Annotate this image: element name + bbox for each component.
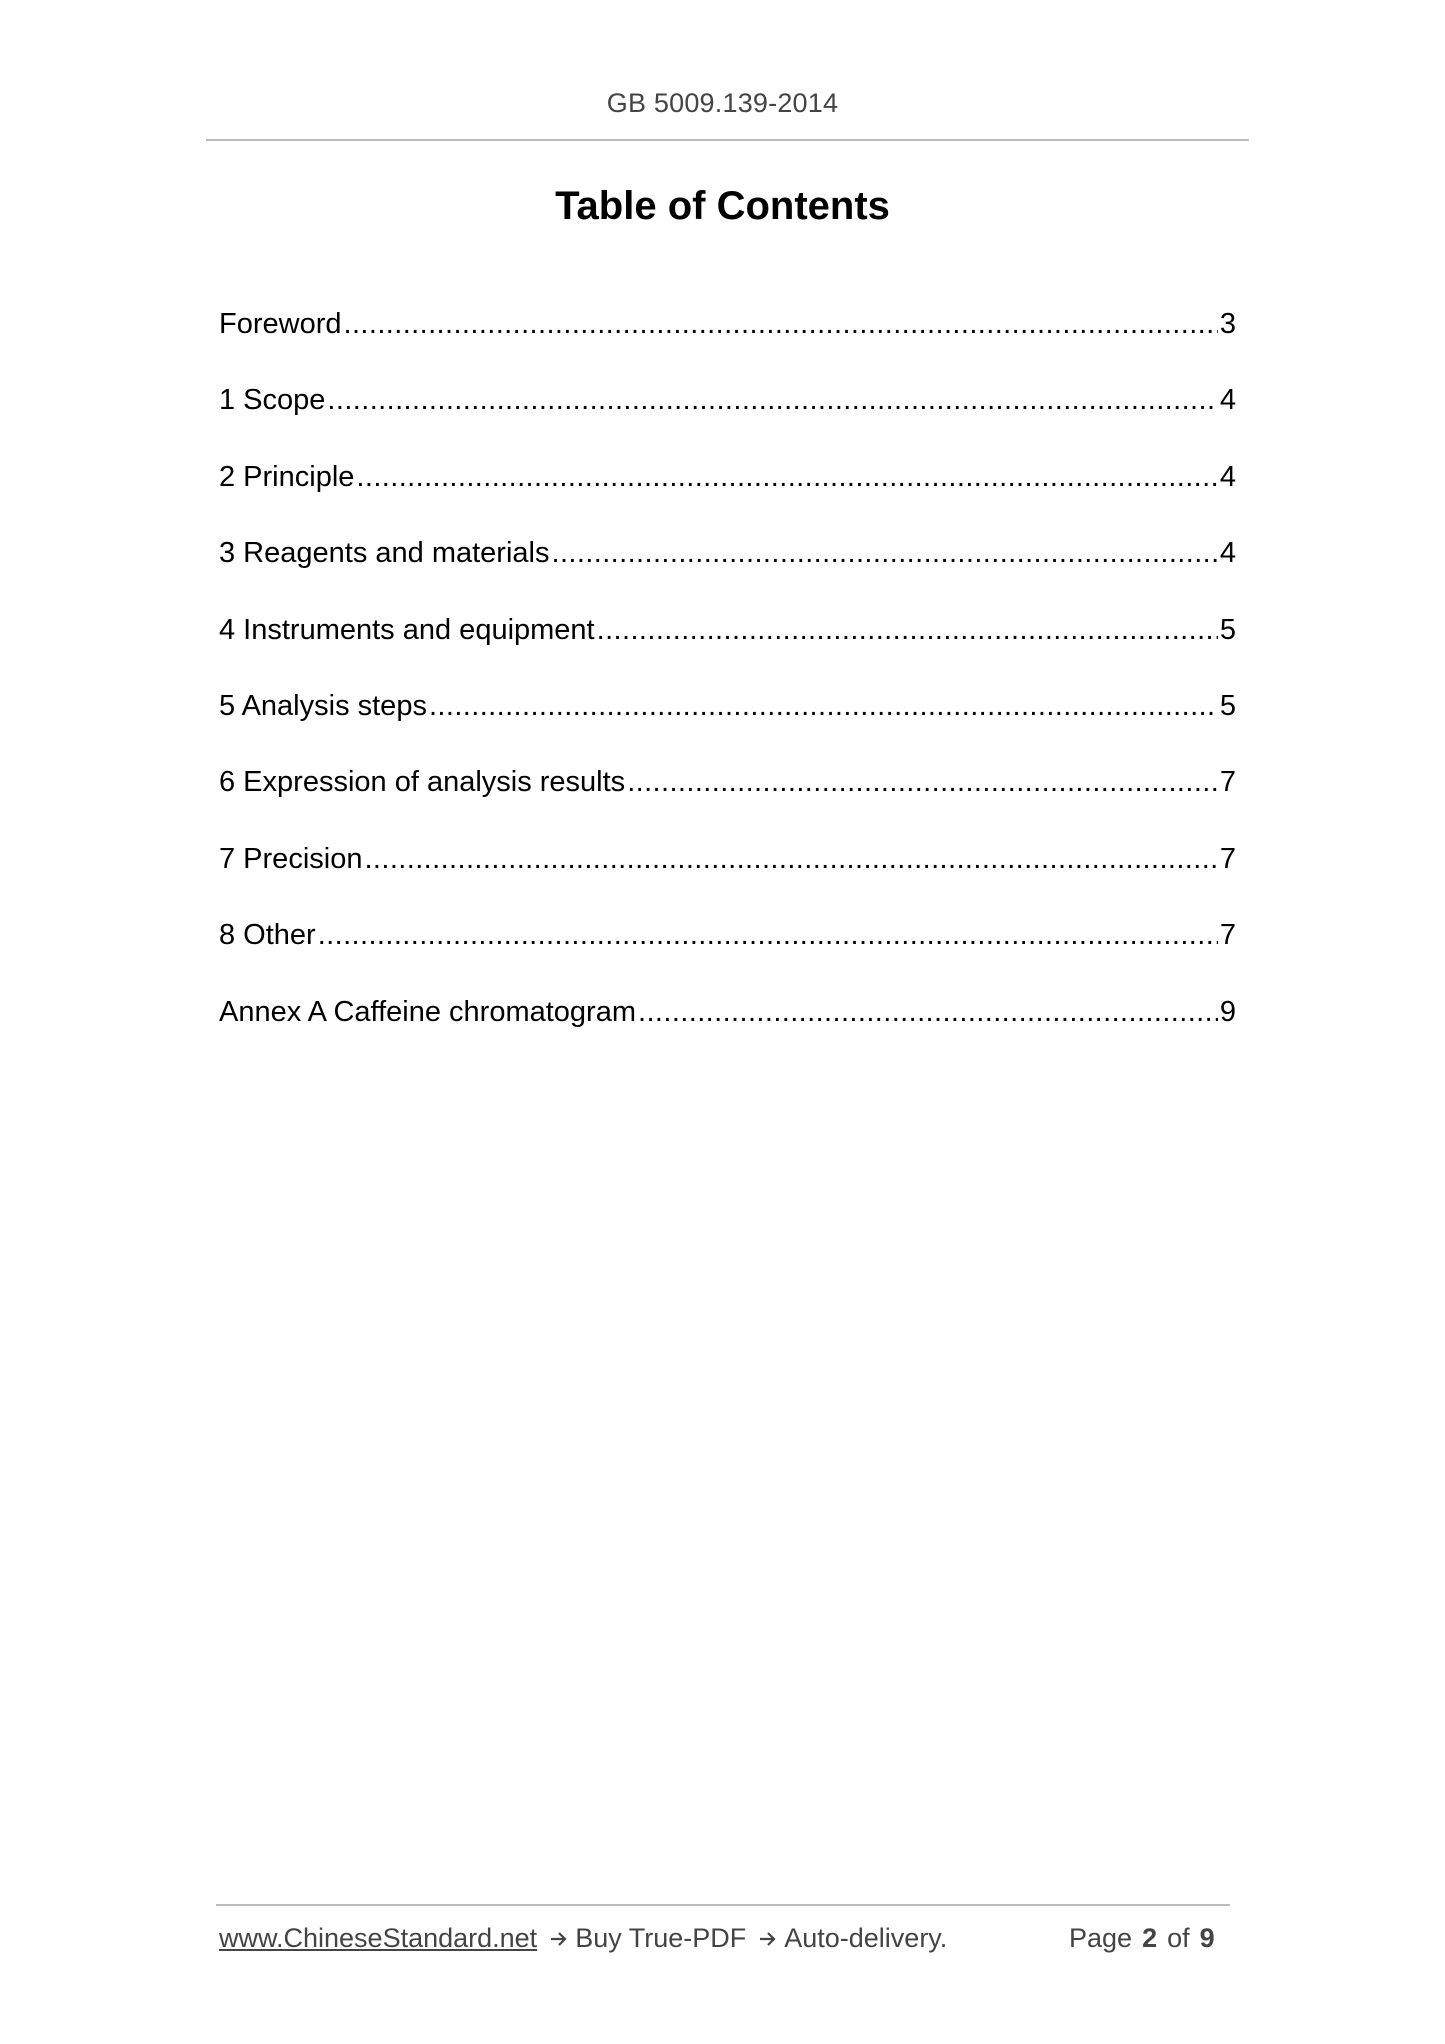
dot-leader bbox=[429, 684, 1218, 728]
toc-entry-other[interactable] bbox=[219, 881, 1236, 957]
toc-entry-page: 4 bbox=[1219, 537, 1236, 570]
footer-step-buy: Buy True-PDF bbox=[575, 1923, 747, 1953]
dot-leader bbox=[551, 531, 1217, 575]
dot-leader bbox=[356, 455, 1217, 499]
toc-entry-label: 8 Other bbox=[219, 919, 316, 952]
footer-step-delivery: Auto-delivery. bbox=[784, 1923, 948, 1953]
page-word: Page bbox=[1069, 1923, 1133, 1953]
toc-entry-scope[interactable] bbox=[219, 346, 1236, 422]
dot-leader bbox=[627, 760, 1218, 804]
toc-entry-page: 4 bbox=[1219, 384, 1236, 417]
dot-leader bbox=[318, 913, 1218, 957]
dot-leader bbox=[638, 990, 1218, 1034]
toc-entry-label: 7 Precision bbox=[219, 842, 363, 875]
toc-entry-page: 4 bbox=[1219, 460, 1236, 493]
page-total: 9 bbox=[1199, 1923, 1215, 1953]
toc-entry-page: 7 bbox=[1219, 842, 1236, 875]
document-code: GB 5009.139-2014 bbox=[606, 88, 839, 118]
toc-entry-page: 5 bbox=[1219, 613, 1236, 646]
toc-entry-expression-results[interactable] bbox=[219, 728, 1236, 804]
toc-entry-label: 3 Reagents and materials bbox=[219, 537, 550, 570]
dot-leader bbox=[364, 837, 1217, 881]
toc-entry-instruments[interactable] bbox=[219, 575, 1236, 651]
toc-title: Table of Contents bbox=[555, 184, 890, 228]
toc-list bbox=[219, 302, 1236, 1034]
dot-leader bbox=[344, 302, 1218, 346]
toc-entry-reagents[interactable] bbox=[219, 499, 1236, 575]
toc-entry-label: 4 Instruments and equipment bbox=[219, 613, 595, 646]
footer-divider bbox=[216, 1904, 1230, 1906]
toc-entry-principle[interactable] bbox=[219, 422, 1236, 498]
toc-entry-annex-a[interactable] bbox=[219, 957, 1236, 1033]
toc-entry-label: 2 Principle bbox=[219, 460, 355, 493]
footer-promo bbox=[219, 1923, 947, 1954]
toc-entry-label: 1 Scope bbox=[219, 384, 326, 417]
toc-entry-label: 5 Analysis steps bbox=[219, 689, 427, 722]
toc-entry-page: 3 bbox=[1219, 308, 1236, 340]
header-divider bbox=[206, 139, 1249, 141]
toc-entry-label: Foreword bbox=[219, 308, 342, 340]
toc-entry-analysis-steps[interactable] bbox=[219, 652, 1236, 728]
toc-entry-page: 9 bbox=[1219, 995, 1236, 1028]
toc-entry-label: Annex A Caffeine chromatogram bbox=[219, 995, 636, 1028]
toc-entry-page: 5 bbox=[1219, 689, 1236, 722]
page-of: of bbox=[1167, 1923, 1190, 1953]
toc-entry-label: 6 Expression of analysis results bbox=[219, 766, 626, 799]
dot-leader bbox=[327, 378, 1217, 422]
toc-entry-page: 7 bbox=[1219, 766, 1236, 799]
dot-leader bbox=[597, 608, 1218, 652]
toc-entry-foreword[interactable] bbox=[219, 302, 1236, 346]
page-indicator bbox=[1069, 1923, 1225, 1954]
page-current: 2 bbox=[1142, 1923, 1158, 1953]
arrow-right-icon bbox=[549, 1923, 569, 1954]
arrow-right-icon bbox=[758, 1923, 778, 1954]
site-link[interactable]: www.ChineseStandard.net bbox=[219, 1923, 538, 1953]
toc-entry-page: 7 bbox=[1219, 919, 1236, 952]
toc-entry-precision[interactable] bbox=[219, 804, 1236, 880]
